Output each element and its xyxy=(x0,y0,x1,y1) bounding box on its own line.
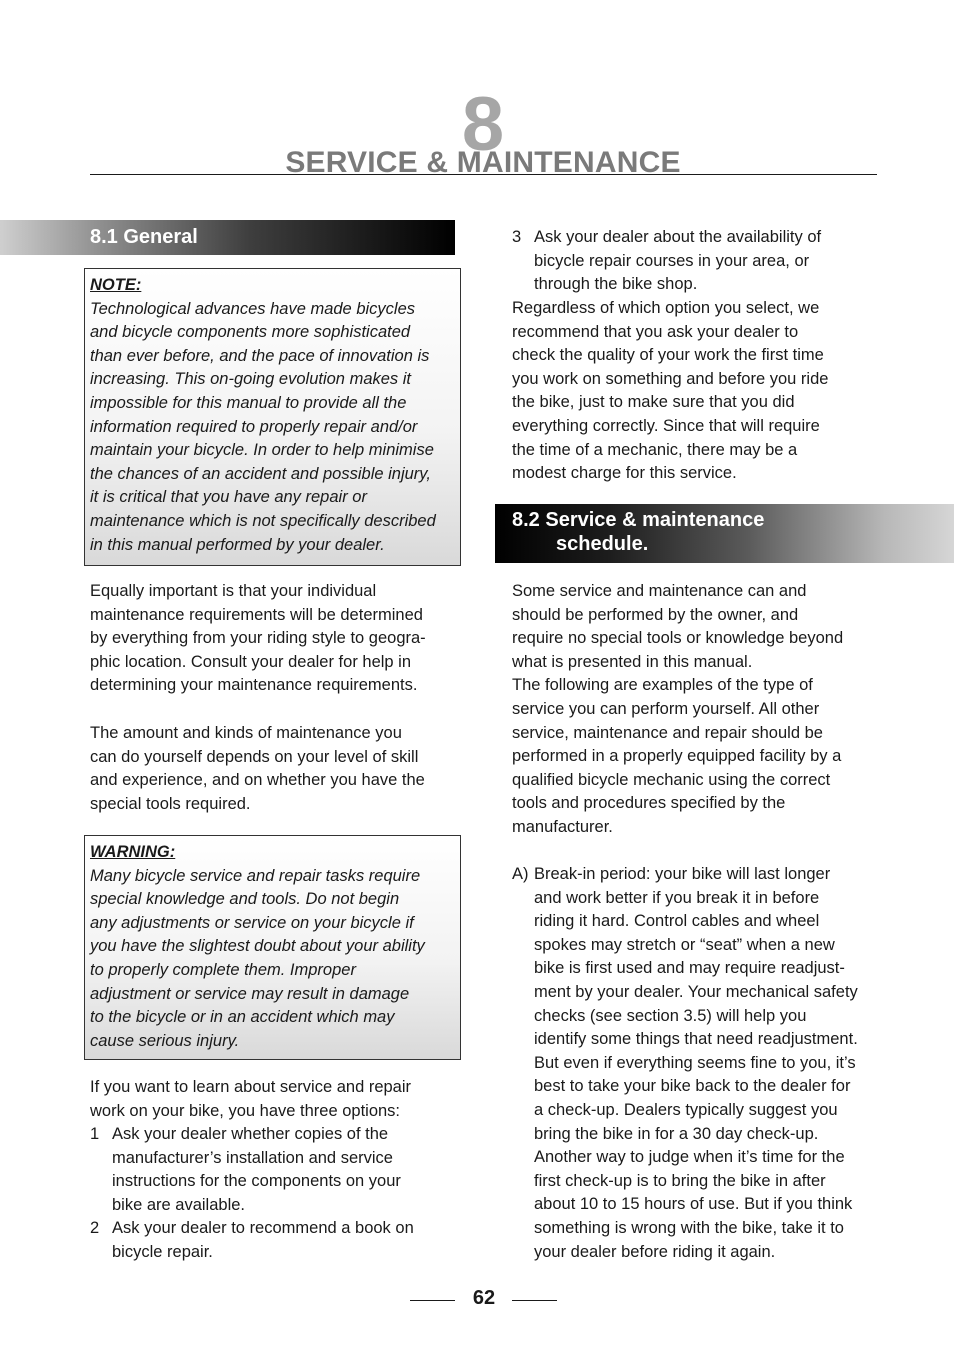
section-heading-schedule-line2: schedule. xyxy=(556,533,649,555)
option-item-3 xyxy=(512,226,884,297)
page-number-rule-left xyxy=(410,1300,455,1301)
warning-box xyxy=(84,835,461,1060)
chapter-number: 8 xyxy=(461,82,505,167)
warning-text: Many bicycle service and repair tasks require special knowledge and tools. Do not begin any adjustments or service on your bicycle if you have the slightest doubt about your ability to properly complete them. Improper adjustment or service may result in damage to the bicycle or in an accident which may cause serious injury. xyxy=(90,866,425,1050)
section-heading-general xyxy=(0,220,455,255)
section-heading-schedule xyxy=(495,504,954,563)
option-text: Ask your dealer about the availability of bicycle repair courses in your area, or through the bike shop. xyxy=(534,228,822,294)
option-number: 2 xyxy=(90,1219,100,1237)
options-intro: If you want to learn about service and repair work on your bike, you have three options: xyxy=(90,1078,412,1120)
page-number-rule-right xyxy=(512,1300,557,1301)
schedule-paragraph-1: Some service and maintenance can and should be performed by the owner, and require no special tools or knowledge beyond what is presented in this manual. The following are examples of the type of service you can perform yourself. All other service, maintenance and repair should be performed in a properly equipped facility by a qualified bicycle mechanic using the correct tools and procedures specified by the manufacturer. xyxy=(512,582,844,836)
option-number: 1 xyxy=(90,1125,100,1143)
general-paragraph-1: Equally important is that your individual maintenance requirements will be determined by everything from your riding style to geogra- phic location. Consult your dealer for help in determining your maintenance requirements. xyxy=(90,582,426,695)
general-paragraph-2: The amount and kinds of maintenance you can do yourself depends on your level of skill and experience, and on whether you have the special tools required. xyxy=(90,724,425,813)
option-item-2 xyxy=(90,1217,462,1264)
option-text: Ask your dealer to recommend a book on bicycle repair. xyxy=(112,1219,414,1261)
note-label: NOTE: xyxy=(90,276,142,294)
option-text: Ask your dealer whether copies of the manufacturer’s installation and service instructions for the components on your bike are available. xyxy=(112,1125,401,1214)
item-text: Break-in period: your bike will last longer and work better if you break it in before riding it hard. Control cables and wheel spokes may stretch or “seat” when a new bike is first used and may require readjust- ment by your dealer. Your mechanical safety checks (see section 3.5) will help you identify some things that need readjustment. But even if everything seems fine to you, it’s best to take your bike back to the dealer for a check-up. Dealers typically suggest you bring the bike in for a 30 day check-up. Another way to judge when it’s time for the first check-up is to bring the bike in after about 10 to 15 hours of use. But if you think something is wrong with the bike, take it to your dealer before riding it again. xyxy=(534,865,858,1261)
page-number: 62 xyxy=(472,1287,496,1309)
section-heading-schedule-line1: 8.2 Service & maintenance xyxy=(512,509,765,531)
section-heading-general-text: 8.1 General xyxy=(90,226,198,248)
option-number: 3 xyxy=(512,228,522,246)
chapter-rule xyxy=(90,174,877,175)
item-label: A) xyxy=(512,865,529,883)
note-text: Technological advances have made bicycles and bicycle components more sophisticated than ever before, and the pace of innovation is increasing. This on-going evolution makes it impossible for this manual to provide all the information required to properly repair and/or maintain your bicycle. In order to help minimise the chances of an accident and possible injury, it is critical that you have any repair or maintenance which is not specifically described in this manual performed by your dealer. xyxy=(90,299,436,554)
chapter-title: SERVICE & MAINTENANCE xyxy=(285,146,681,179)
option-item-1 xyxy=(90,1123,462,1217)
schedule-item-a xyxy=(512,863,884,1264)
warning-label: WARNING: xyxy=(90,843,176,861)
note-box xyxy=(84,268,461,566)
regardless-paragraph: Regardless of which option you select, we recommend that you ask your dealer to check the quality of your work the first time you work on something and before you ride the bike, just to make sure that you did everything correctly. Since that will require the time of a mechanic, there may be a modest charge for this service. xyxy=(512,299,829,483)
